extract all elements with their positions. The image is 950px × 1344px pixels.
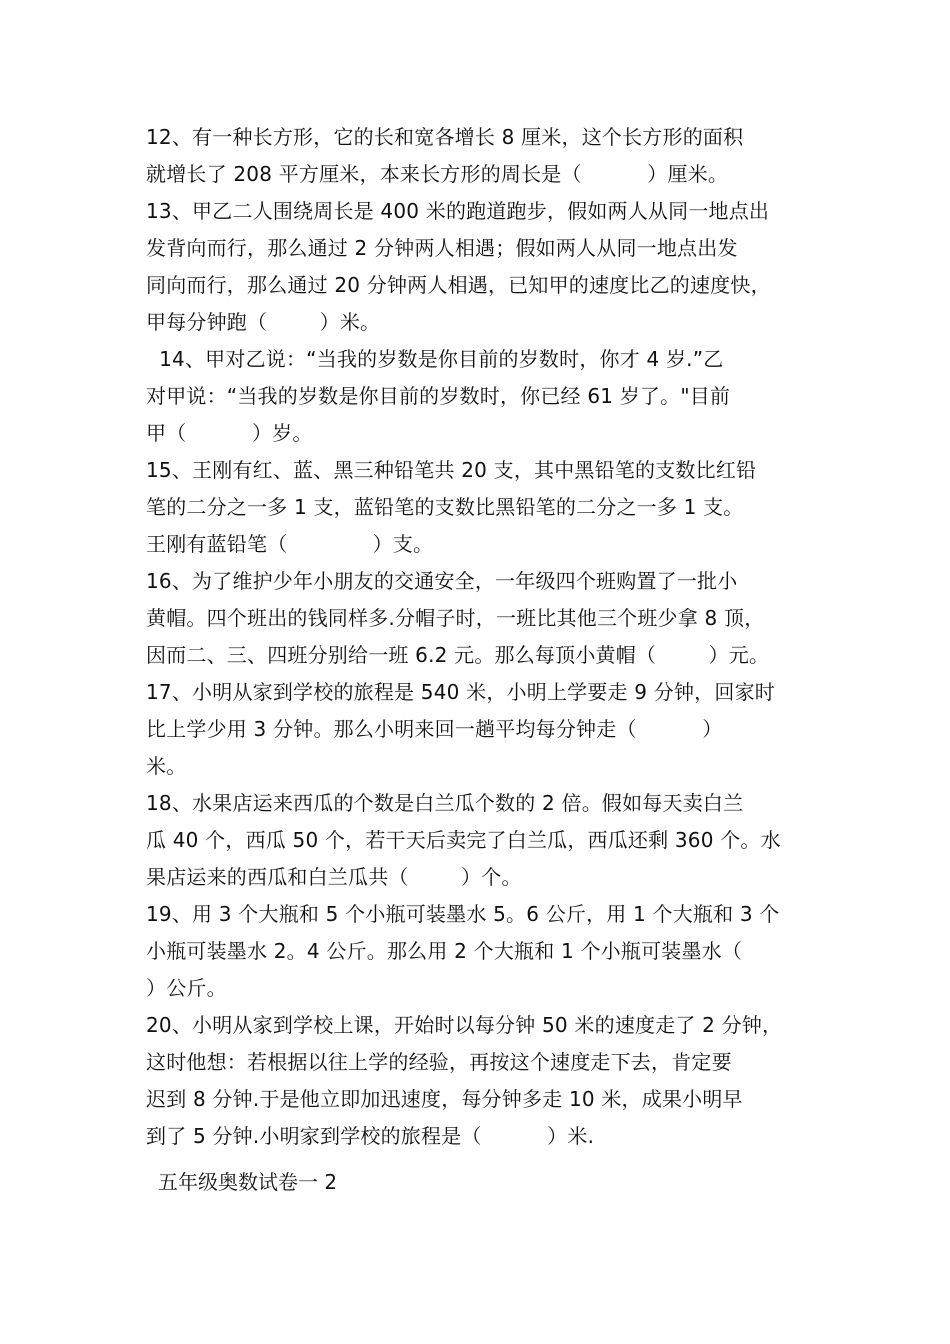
text-line: 黄帽。四个班出的钱同样多.分帽子时，一班比其他三个班少拿 8 顶， — [146, 606, 765, 630]
text-line: 瓜 40 个，西瓜 50 个，若干天后卖完了白兰瓜，西瓜还剩 360 个。水 — [146, 828, 781, 852]
text-line: 13、甲乙二人围绕周长是 400 米的跑道跑步，假如两人从同一地点出 — [146, 199, 770, 223]
text-line: 19、用 3 个大瓶和 5 个小瓶可装墨水 5。6 公斤，用 1 个大瓶和 3 个 — [146, 902, 780, 926]
text-line: 同向而行，那么通过 20 分钟两人相遇，已知甲的速度比乙的速度快， — [146, 273, 771, 297]
text-line: ）公斤。 — [146, 976, 227, 1000]
text-line: 这时他想：若根据以往上学的经验，再按这个速度走下去，肯定要 — [146, 1050, 732, 1074]
text-line: 王刚有蓝铅笔（ ）支。 — [146, 532, 434, 556]
page-footer: 五年级奥数试卷一 2 — [158, 1170, 338, 1194]
text-line: 果店运来的西瓜和白兰瓜共（ ）个。 — [146, 865, 522, 889]
text-line: 20、小明从家到学校上课，开始时以每分钟 50 米的速度走了 2 分钟， — [146, 1013, 783, 1037]
text-line: 米。 — [146, 754, 187, 778]
text-line: 15、王刚有红、蓝、黑三种铅笔共 20 支，其中黑铅笔的支数比红铅 — [146, 458, 757, 482]
text-line: 17、小明从家到学校的旅程是 540 米，小明上学要走 9 分钟，回家时 — [146, 680, 775, 704]
text-line: 迟到 8 分钟.于是他立即加迅速度，每分钟多走 10 米，成果小明早 — [146, 1087, 743, 1111]
text-line: 12、有一种长方形，它的长和宽各增长 8 厘米，这个长方形的面积 — [146, 125, 744, 149]
text-line: 甲（ ）岁。 — [146, 421, 313, 445]
text-line: 笔的二分之一多 1 支，蓝铅笔的支数比黑铅笔的二分之一多 1 支。 — [146, 495, 744, 519]
text-line: 16、为了维护少年小朋友的交通安全，一年级四个班购置了一批小 — [146, 569, 738, 593]
text-line: 到了 5 分钟.小明家到学校的旅程是（ ）米. — [146, 1124, 595, 1148]
text-line: 因而二、三、四班分别给一班 6.2 元。那么每顶小黄帽（ ）元。 — [146, 643, 770, 667]
text-line: 对甲说：“当我的岁数是你目前的岁数时，你已经 61 岁了。"目前 — [146, 384, 731, 408]
text-line: 小瓶可装墨水 2。4 公斤。那么用 2 个大瓶和 1 个小瓶可装墨水（ — [146, 939, 743, 963]
text-line: 发背向而行，那么通过 2 分钟两人相遇；假如两人从同一地点出发 — [146, 236, 738, 260]
text-line: 14、甲对乙说：“当我的岁数是你目前的岁数时，你才 4 岁.”乙 — [146, 347, 724, 371]
text-line: 甲每分钟跑（ ）米。 — [146, 310, 381, 334]
text-line: 就增长了 208 平方厘米，本来长方形的周长是（ ）厘米。 — [146, 162, 729, 186]
text-line: 18、水果店运来西瓜的个数是白兰瓜个数的 2 倍。假如每天卖白兰 — [146, 791, 744, 815]
text-line: 比上学少用 3 分钟。那么小明来回一趟平均每分钟走（ ） — [146, 717, 723, 741]
